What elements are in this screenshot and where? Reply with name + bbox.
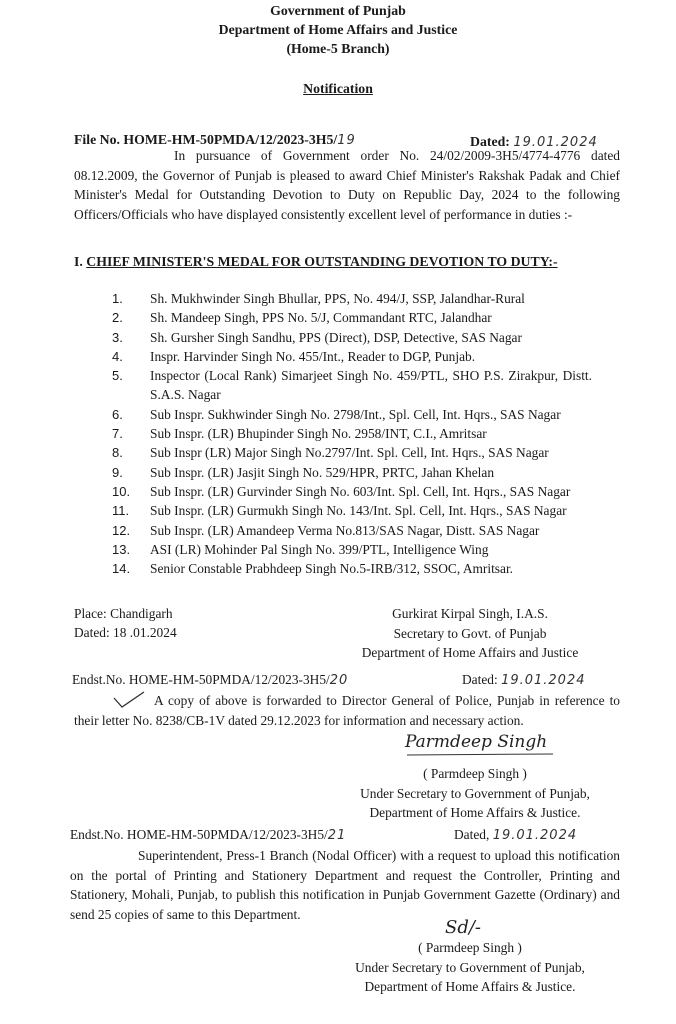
awardee-item xyxy=(112,559,632,578)
awardee-number: 3. xyxy=(112,329,123,345)
awardee-text: Sh. Mandeep Singh, PPS No. 5/J, Commandant RTC, Jalandhar xyxy=(150,310,492,326)
awardee-number: 8. xyxy=(112,445,123,461)
signature-1: Parmdeep Singh xyxy=(405,732,548,752)
awardee-text: ASI (LR) Mohinder Pal Singh No. 399/PTL, Intelligence Wing xyxy=(150,541,489,557)
awardee-item xyxy=(112,366,632,405)
header-branch: (Home-5 Branch) xyxy=(286,41,390,56)
awardee-text: Sub Inspr (LR) Major Singh No.2797/Int. Spl. Cell, Int. Hqrs., SAS Nagar xyxy=(150,445,549,461)
signatory-dept: Department of Home Affairs and Justice xyxy=(361,645,579,660)
section-title: CHIEF MINISTER'S MEDAL FOR OUTSTANDING DEVOTION TO DUTY:- xyxy=(86,254,558,269)
awardee-text: Sub Inspr. (LR) Gurvinder Singh No. 603/Int. Spl. Cell, Int. Hqrs., SAS Nagar xyxy=(150,483,571,499)
awardee-item xyxy=(112,540,632,559)
signatory-name: ( Parmdeep Singh ) xyxy=(423,766,527,781)
dated-label: Dated, xyxy=(454,827,490,842)
awardee-item xyxy=(112,521,632,540)
awardee-text: Sub Inspr. (LR) Gurmukh Singh No. 143/Int. Spl. Cell, Int. Hqrs., SAS Nagar xyxy=(150,503,567,519)
section-number: I. xyxy=(74,254,83,269)
dated-label: Dated: xyxy=(462,672,498,687)
endorsement-handwritten-no: 20 xyxy=(329,673,349,688)
endorsement-label: Endst.No. HOME-HM-50PMDA/12/2023-3H5/ xyxy=(70,827,328,842)
signatory-2-block xyxy=(330,764,620,823)
place-date: Dated: 18 .01.2024 xyxy=(74,625,177,640)
awardee-number: 1. xyxy=(112,291,123,306)
endorsement-label: Endst.No. HOME-HM-50PMDA/12/2023-3H5/ xyxy=(72,672,330,687)
awardee-item xyxy=(112,405,632,424)
intro-text: In pursuance of Government order No. 24/02/2009-3H5/4774-4776 dated 08.12.2009, the Governor of Punjab is pleased to award Chief Minister's Rakshak Padak and Chief Minister's Medal for Outstanding Devotion to Duty on Republic Day, 2024 to the following Officers/Officials who have displayed consistently excellent level of performance in duties :- xyxy=(74,148,620,222)
awardee-number: 13. xyxy=(112,541,131,557)
awardee-text: Sub Inspr. Sukhwinder Singh No. 2798/Int., Spl. Cell, Int. Hqrs., SAS Nagar xyxy=(150,406,561,422)
awardee-number: 10. xyxy=(112,483,131,499)
awardee-item xyxy=(112,308,632,327)
endorsement-2-number xyxy=(70,827,346,843)
awardee-number: 12. xyxy=(112,522,131,538)
awardee-text: Sub Inspr. (LR) Jasjit Singh No. 529/HPR, PRTC, Jahan Khelan xyxy=(150,464,495,480)
awardee-text: Sh. Gursher Singh Sandhu, PPS (Direct), DSP, Detective, SAS Nagar xyxy=(150,329,522,345)
handwritten-date: 19.01.2024 xyxy=(513,135,598,150)
section-heading xyxy=(74,254,558,270)
endorsement-1-text: A copy of above is forwarded to Director General of Police, Punjab in reference to their letter No. 8238/CB-1V dated 29.12.2023 for information and necessary action. xyxy=(74,693,620,728)
awardee-item xyxy=(112,443,632,462)
signatory-name: ( Parmdeep Singh ) xyxy=(418,940,522,955)
signatory-dept: Department of Home Affairs & Justice. xyxy=(369,805,581,820)
awardee-number: 2. xyxy=(112,310,123,326)
awardee-text: Inspector (Local Rank) Simarjeet Singh No. 459/PTL, SHO P.S. Zirakpur, Distt. S.A.S. Nagar xyxy=(150,368,592,403)
endorsement-1-number xyxy=(72,672,348,688)
notification-title: Notification xyxy=(303,81,373,96)
signatory-3-block xyxy=(325,938,615,997)
awardee-item xyxy=(112,289,632,308)
header-department: Department of Home Affairs and Justice xyxy=(218,22,458,37)
awardee-number: 6. xyxy=(112,406,123,422)
awardee-text: Sub Inspr. (LR) Bhupinder Singh No. 2958/INT, C.I., Amritsar xyxy=(150,426,487,442)
signatory-title: Under Secretary to Government of Punjab, xyxy=(355,959,585,975)
endorsement-2-date xyxy=(454,827,577,843)
awardee-item xyxy=(112,463,632,482)
awardee-item xyxy=(112,328,632,347)
header-government: Government of Punjab xyxy=(270,3,406,18)
file-number-label: File No. HOME-HM-50PMDA/12/2023-3H5/ xyxy=(74,132,338,147)
awardee-text: Senior Constable Prabhdeep Singh No.5-IRB/312, SSOC, Amritsar. xyxy=(150,561,514,577)
awardee-text: Sub Inspr. (LR) Amandeep Verma No.813/SAS Nagar, Distt. SAS Nagar xyxy=(150,522,540,538)
place: Place: Chandigarh xyxy=(74,606,173,621)
signatory-title: Under Secretary to Government of Punjab, xyxy=(360,785,590,801)
signatory-block xyxy=(340,604,600,663)
file-number-handwritten: 19 xyxy=(337,133,356,148)
awardee-number: 4. xyxy=(112,348,123,364)
awardee-number: 9. xyxy=(112,464,123,480)
awardee-text: Inspr. Harvinder Singh No. 455/Int., Reader to DGP, Punjab. xyxy=(150,348,476,364)
endorsement-1-date xyxy=(462,672,586,688)
awardee-number: 7. xyxy=(112,426,123,442)
awardee-number: 11. xyxy=(112,503,130,519)
place-block xyxy=(74,604,177,642)
awardee-item xyxy=(112,424,632,443)
awardee-item xyxy=(112,501,632,520)
intro-paragraph xyxy=(74,146,620,224)
awardee-item xyxy=(112,347,632,366)
signatory-dept: Department of Home Affairs & Justice. xyxy=(364,979,576,994)
endorsement-handwritten-no: 21 xyxy=(327,828,347,843)
endorsement-2-paragraph xyxy=(70,846,620,924)
awardee-list xyxy=(112,289,632,578)
signature-underline xyxy=(405,752,555,758)
handwritten-date: 19.01.2024 xyxy=(501,673,586,688)
awardee-number: 14. xyxy=(112,561,131,577)
awardee-item xyxy=(112,482,632,501)
awardee-text: Sh. Mukhwinder Singh Bhullar, PPS, No. 494/J, SSP, Jalandhar-Rural xyxy=(150,291,525,306)
endorsement-2-text: Superintendent, Press-1 Branch (Nodal Officer) with a request to upload this notification on the portal of Printing and Stationery Department and request the Controller, Printing and Stationery, Mohali, Punjab, to publish this notification in Punjab Government Gazette (Ordinary) and send 25 copies of same to this Department. xyxy=(70,848,620,922)
endorsement-1-paragraph xyxy=(74,691,620,730)
awardee-number: 5. xyxy=(112,368,123,384)
signature-2: Sd/- xyxy=(445,917,481,938)
signatory-name: Gurkirat Kirpal Singh, I.A.S. xyxy=(392,606,548,621)
dated-label: Dated: xyxy=(470,134,510,149)
signatory-title: Secretary to Govt. of Punjab xyxy=(393,625,547,641)
handwritten-date: 19.01.2024 xyxy=(492,828,578,843)
